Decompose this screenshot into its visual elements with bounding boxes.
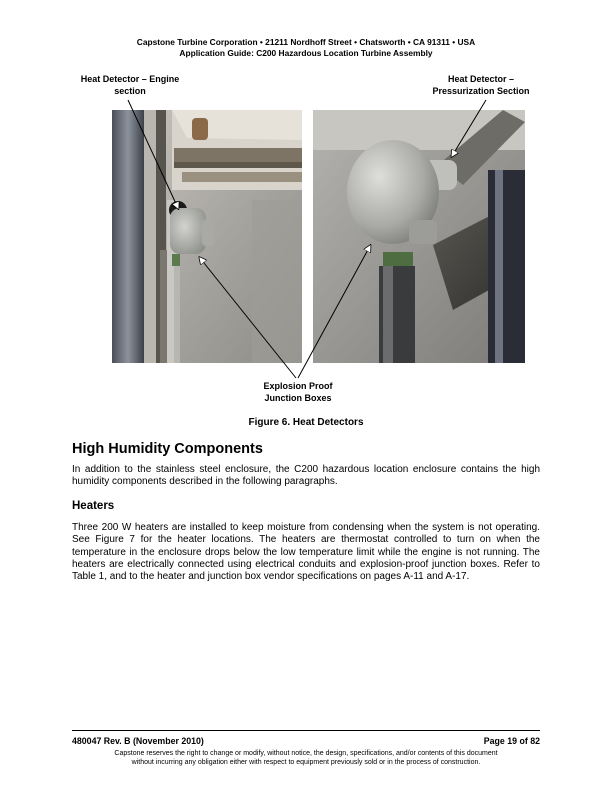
- photo-engine-section-heat-detector: [112, 110, 302, 363]
- footer-disclaimer-line1: Capstone reserves the right to change or modify, without notice, the design, specifications, and/or contents of this document: [114, 750, 498, 757]
- photo-pressurization-section-heat-detector: [313, 110, 525, 363]
- callout-heat-detector-engine: Heat Detector – Engine section: [80, 74, 180, 96]
- section-intro-paragraph: In addition to the stainless steel enclosure, the C200 hazardous location enclosure contains the high humidity components described in the following paragraphs.: [72, 464, 540, 488]
- subsection-heading-heaters: Heaters: [72, 500, 115, 512]
- heaters-paragraph: Three 200 W heaters are installed to keep moisture from condensing when the system is not operating. See Figure 7 for the heater locations. The heaters are thermostat controlled to turn on when the temperature in the enclosure drops below the low temperature limit while the engine is not running. The heaters are electrically connected using electrical conduits and explosion-proof junction boxes. Refer to Table 1, and to the heater and junction box vendor specifications on pages A-11 and A-17.: [72, 522, 540, 583]
- callout-explosion-proof-junction-boxes: Explosion Proof Junction Boxes: [263, 381, 333, 403]
- footer-divider: [72, 730, 540, 731]
- footer-document-revision: 480047 Rev. B (November 2010): [72, 736, 204, 746]
- callout-heat-detector-pressurization: Heat Detector – Pressurization Section: [432, 74, 530, 96]
- footer-page-number: Page 19 of 82: [483, 736, 540, 746]
- figure-caption: Figure 6. Heat Detectors: [248, 417, 364, 428]
- header-address: Capstone Turbine Corporation • 21211 Nordhoff Street • Chatsworth • CA 91311 • USA: [136, 37, 476, 47]
- header-guide-title: Application Guide: C200 Hazardous Location Turbine Assembly: [179, 48, 433, 58]
- footer-disclaimer-line2: without incurring any obligation either with respect to equipment previously sold or in the process of construction.: [131, 759, 481, 766]
- section-heading: High Humidity Components: [72, 441, 263, 457]
